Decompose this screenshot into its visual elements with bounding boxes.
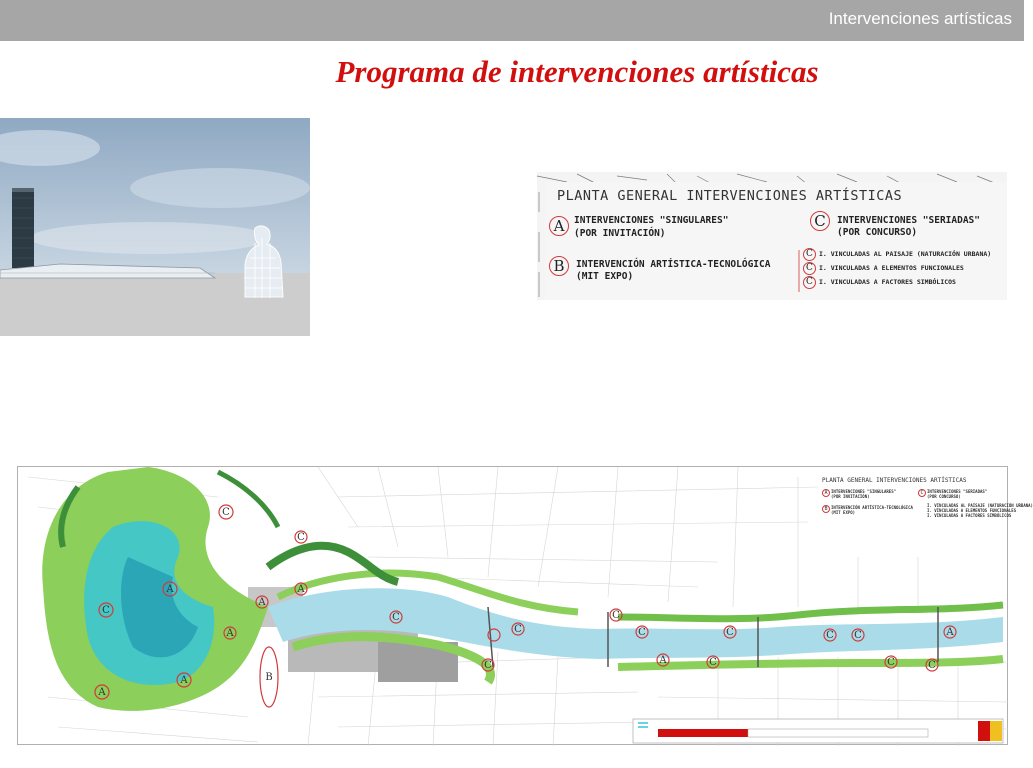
page-title: Programa de intervenciones artísticas bbox=[335, 54, 819, 89]
svg-text:B: B bbox=[265, 672, 273, 683]
svg-text:C: C bbox=[484, 660, 492, 671]
map-legend-b-text: INTERVENCIÓN ARTÍSTICA-TECNOLÓGICA bbox=[831, 505, 913, 510]
map-legend bbox=[818, 475, 1033, 553]
legend-b-marker: B bbox=[549, 256, 569, 276]
map-legend-c-text: INTERVENCIONES "SERIADAS" bbox=[927, 489, 988, 494]
map-legend-c-marker: C bbox=[918, 489, 926, 497]
svg-text:C: C bbox=[222, 507, 230, 518]
legend-sub-1-text: I. VINCULADAS AL PAISAJE (NATURACIÓN URBANA) bbox=[819, 250, 992, 258]
svg-text:C: C bbox=[887, 657, 895, 668]
header-bar bbox=[0, 0, 1024, 41]
svg-text:C: C bbox=[514, 624, 522, 635]
legend-panel bbox=[537, 172, 1007, 300]
svg-text:C: C bbox=[638, 627, 646, 638]
section-title: Intervenciones artísticas bbox=[828, 9, 1012, 28]
svg-text:C: C bbox=[102, 605, 110, 616]
map-legend-sub-1: I. VINCULADAS AL PAISAJE (NATURACIÓN URBANA) bbox=[927, 503, 1033, 508]
legend-c-marker: C bbox=[810, 211, 830, 231]
svg-text:C: C bbox=[297, 532, 305, 543]
legend-sub-3-text: I. VINCULADAS A FACTORES SIMBÓLICOS bbox=[819, 278, 956, 286]
svg-text:A: A bbox=[659, 655, 667, 666]
svg-text:A: A bbox=[166, 584, 174, 595]
site-plan-map bbox=[17, 466, 1033, 745]
svg-text:C: C bbox=[612, 610, 620, 621]
legend-c-line2: (POR CONCURSO) bbox=[837, 227, 918, 238]
svg-text:C: C bbox=[854, 630, 862, 641]
map-legend-b-marker: B bbox=[822, 505, 830, 513]
svg-text:C: C bbox=[709, 657, 717, 668]
svg-text:A: A bbox=[98, 687, 106, 698]
svg-text:A: A bbox=[946, 627, 954, 638]
map-legend-b-text2: (MIT EXPO) bbox=[831, 510, 856, 515]
legend-a-line2: (POR INVITACIÓN) bbox=[574, 228, 666, 239]
map-legend-a-text: INTERVENCIONES "SINGULARES" bbox=[831, 489, 897, 494]
map-legend-c-text2: (POR CONCURSO) bbox=[927, 494, 961, 499]
svg-text:A: A bbox=[226, 628, 234, 639]
legend-sub-1-marker: C bbox=[803, 248, 816, 261]
svg-text:C: C bbox=[826, 630, 834, 641]
legend-sub-3-marker: C bbox=[803, 276, 816, 289]
svg-text:A: A bbox=[297, 584, 305, 595]
legend-b-line1: INTERVENCIÓN ARTÍSTICA-TECNOLÓGICA bbox=[576, 259, 771, 270]
legend-c-line1: INTERVENCIONES "SERIADAS" bbox=[837, 215, 980, 226]
svg-text:C: C bbox=[392, 612, 400, 623]
svg-text:C: C bbox=[928, 660, 936, 671]
legend-a-marker: A bbox=[549, 216, 569, 236]
legend-b-line2: (MIT EXPO) bbox=[576, 271, 634, 282]
legend-a-line1: INTERVENCIONES "SINGULARES" bbox=[574, 215, 729, 226]
rendering-image bbox=[0, 118, 310, 336]
svg-text:C: C bbox=[726, 627, 734, 638]
legend-sub-2-text: I. VINCULADAS A ELEMENTOS FUNCIONALES bbox=[819, 264, 964, 272]
map-legend-title: PLANTA GENERAL INTERVENCIONES ARTÍSTICAS bbox=[822, 477, 967, 484]
legend-title: PLANTA GENERAL INTERVENCIONES ARTÍSTICAS bbox=[557, 188, 903, 204]
map-legend-a-marker: A bbox=[822, 489, 830, 497]
map-legend-a-text2: (POR INVITACIÓN) bbox=[831, 494, 870, 499]
map-legend-sub-2: I. VINCULADAS A ELEMENTOS FUNCIONALES bbox=[927, 508, 1017, 513]
map-legend-sub-3: I. VINCULADAS A FACTORES SIMBÓLICOS bbox=[927, 513, 1012, 518]
legend-sub-2-marker: C bbox=[803, 262, 816, 275]
svg-text:A: A bbox=[258, 597, 266, 608]
svg-text:A: A bbox=[180, 675, 188, 686]
